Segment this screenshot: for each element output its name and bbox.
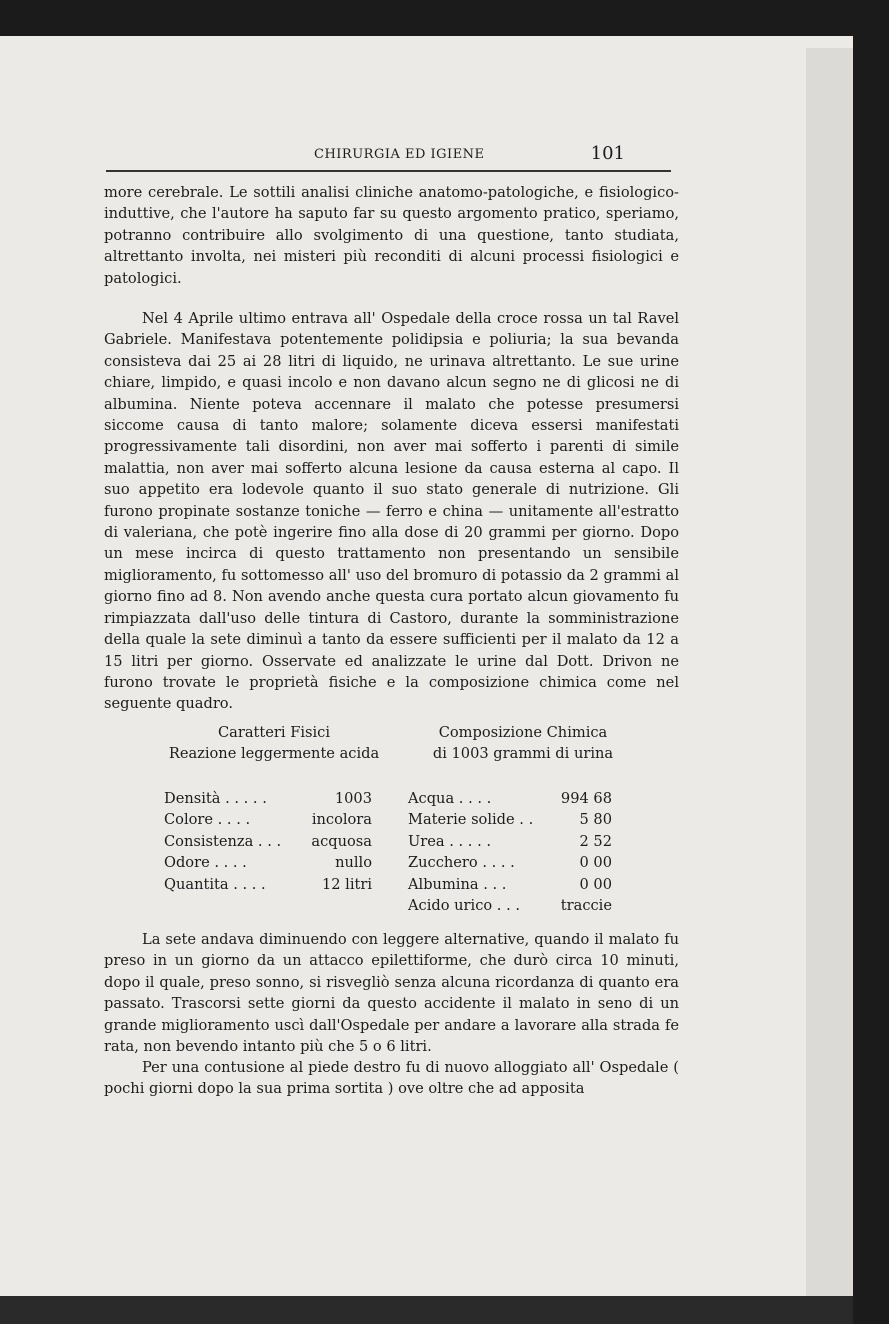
chemical-component-name: Zucchero . . . . (408, 854, 515, 872)
physical-characteristics-header (164, 722, 384, 765)
table-row (164, 874, 634, 895)
physical-property-name: Densità . . . . . (164, 790, 267, 807)
table-row (164, 831, 634, 852)
scan-border-top (0, 0, 889, 40)
physical-property-value: acquosa (311, 832, 372, 850)
physical-property-name: Colore . . . . (164, 811, 251, 829)
chemical-composition-header (408, 722, 638, 765)
table-right-subtitle: di 1003 grammi di urina (432, 745, 614, 763)
chemical-component-value: 0 00 (579, 875, 612, 893)
chemical-component-value: 2 52 (579, 832, 612, 850)
chemical-component-name: Albumina . . . (408, 875, 507, 893)
table-row (164, 852, 634, 873)
scan-border-right (853, 0, 889, 1324)
paragraph-4 (104, 1057, 679, 1100)
paragraph-text: Nel 4 Aprile ultimo entrava all' Ospedale della croce rossa un tal Ravel Gabriele. Manifestava potentemente polidipsia e poliuria; la sua bevanda consisteva dai 25 ai 28 litri di liquido, ne urinava altrettanto. Le sue urine chiare, limpido, e quasi incolo e non davano alcun segno ne di glicosi ne di albumina. Niente poteva accennare il malato che potesse presumersi siccome causa di tanto malore; solamente diceva essersi manifestati progressivamente tali disordini, non aver mai sofferto i parenti di simile malattia, non aver mai sofferto alcuna lesione da causa esterna al capo. Il suo appetito era lodevole quanto il suo stato generale di nutrizione. Gli furono propinate sostanze toniche — ferro e china — unitamente all'estratto di valeriana, che potè ingerire fino alla dose di 20 grammi per giorno. Dopo un mese incirca di questo trattamento non presentando un sensibile miglioramento, fu sottomesso all' uso del bromuro di potassio da 2 grammi al giorno fino ad 8. Non avendo anche questa cura portato alcun giovamento fu rimpiazzata dall'uso delle tintura di Castoro, durante la somministrazione della quale la sete diminuì a tanto da essere sufficienti per il malato da 12 a 15 litri per giorno. Osservate ed analizzate le urine dal Dott. Drivon ne furono trovate le proprietà fisiche e la composizione chimica come nel seguente quadro. (104, 310, 679, 713)
paragraph-text: more cerebrale. Le sottili analisi cliniche anatomo-patologiche, e fisiologico-induttive, che l'autore ha saputo far su questo argomento pratico, speriamo, potranno contribuire allo svolgimento di una questione, tanto studiata, altrettanto involta, nei misteri più reconditi di alcuni processi fisiologici e patologici. (104, 184, 679, 287)
paragraph-3 (104, 929, 679, 1057)
physical-property-value: incolora (311, 811, 372, 829)
table-left-title: Caratteri Fisici (218, 724, 330, 741)
physical-property-value: 1003 (334, 790, 372, 807)
chemical-component-value: traccie (560, 896, 612, 914)
chemical-component-name: Acido urico . . . (408, 896, 520, 914)
paragraph-text: La sete andava diminuendo con leggere alternative, quando il malato fu preso in un giorno da un attacco epilettiforme, che durò circa 10 minuti, dopo il quale, preso sonno, si risvegliò senza alcuna ricordanza di quanto era passato. Trascorsi sette giorni da questo accidente il malato in seno di un grande miglioramento uscì dall'Ospedale per andare a lavorare alla strada fe rata, non bevendo intanto più che 5 o 6 litri. (104, 931, 679, 1056)
physical-property-name: Consistenza . . . (164, 832, 282, 850)
physical-property-name: Quantita . . . . (164, 875, 266, 893)
table-row (164, 788, 634, 809)
table-rows (164, 788, 634, 916)
chemical-component-name: Materie solide . . (408, 811, 534, 829)
chemical-component-value: 994 68 (560, 790, 612, 807)
table-row (164, 895, 634, 916)
page-header (104, 143, 679, 169)
chemical-component-value: 0 00 (579, 854, 612, 872)
table-left-subtitle: Reazione leggermente acida (168, 745, 380, 763)
paragraph-1 (104, 182, 679, 289)
table-right-title: Composizione Chimica (438, 724, 608, 741)
page-edge (806, 48, 853, 1296)
chemical-component-name: Acqua . . . . (408, 790, 492, 807)
chemical-component-name: Urea . . . . . (408, 832, 492, 850)
chemical-component-value: 5 80 (579, 811, 612, 829)
paragraph-2 (104, 308, 679, 715)
table-row (164, 809, 634, 830)
running-head: CHIRURGIA ED IGIENE (314, 147, 485, 162)
physical-property-name: Odore . . . . (164, 854, 247, 872)
paragraph-text: Per una contusione al piede destro fu di nuovo alloggiato all' Ospedale ( pochi giorni dopo la sua prima sortita ) ove oltre che ad apposita (104, 1059, 679, 1098)
physical-property-value: 12 litri (321, 875, 372, 893)
page-number: 101 (590, 143, 625, 164)
header-rule (106, 170, 671, 172)
physical-property-value: nullo (335, 854, 372, 872)
